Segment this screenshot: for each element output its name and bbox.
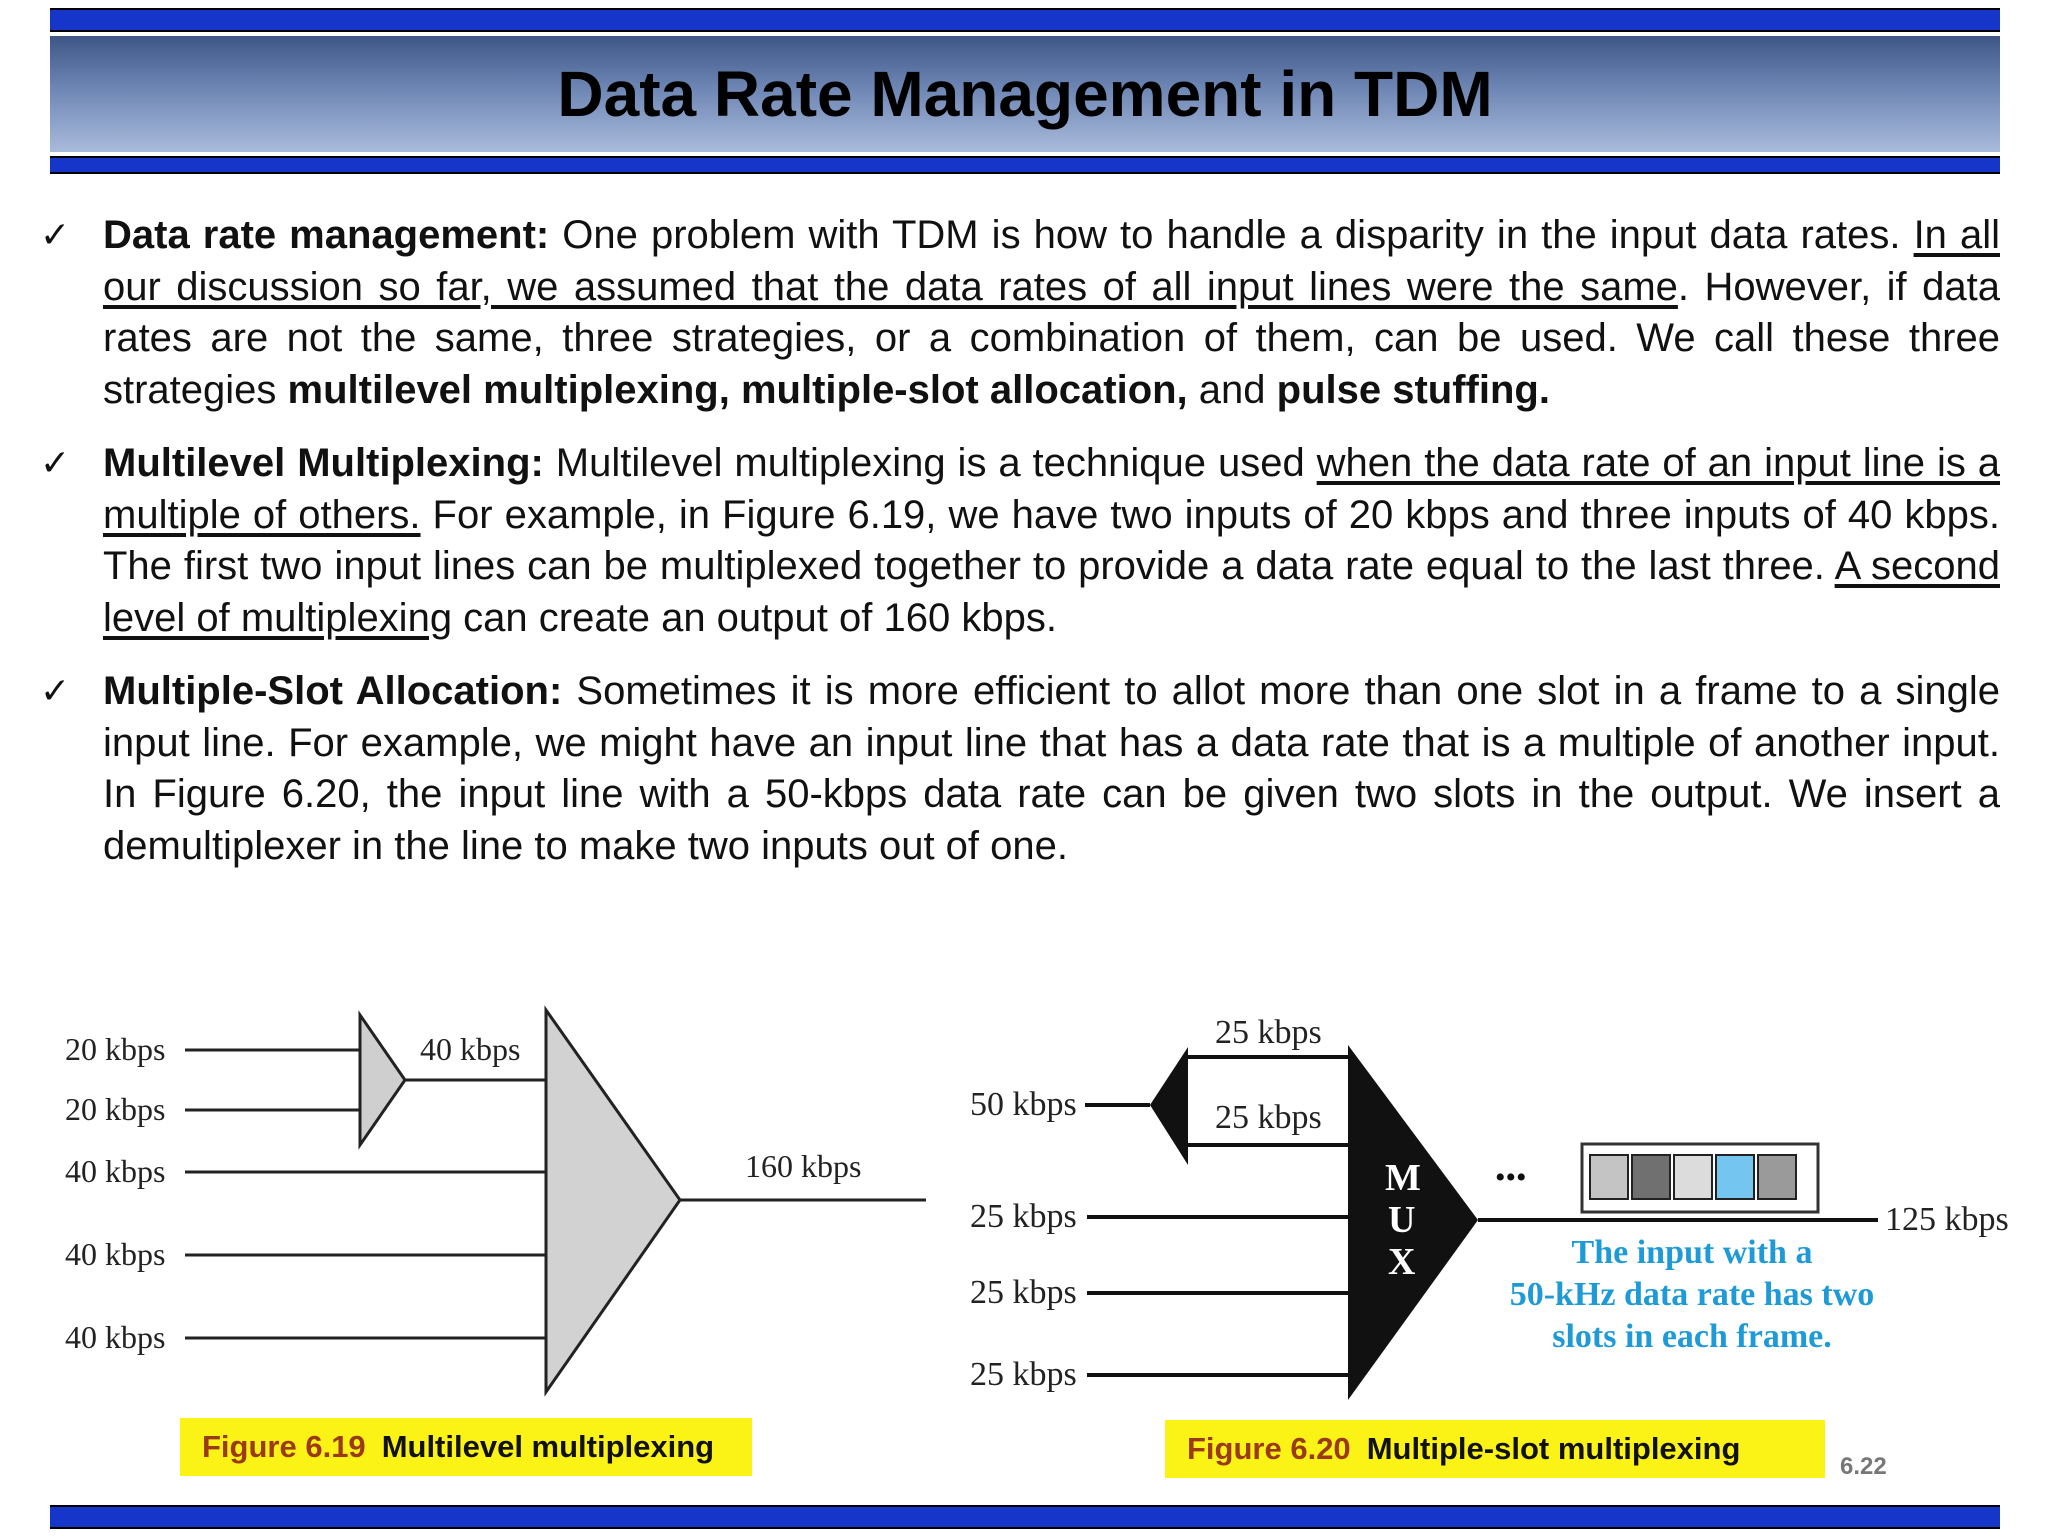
demux-output-label: 25 kbps	[1215, 1014, 1322, 1051]
frame-slot	[1590, 1155, 1628, 1199]
header-top-bar	[50, 8, 2000, 32]
bullet-data-rate-management	[40, 210, 2000, 416]
bullet-multiple-slot-allocation	[40, 666, 2000, 872]
mux-letter: X	[1388, 1241, 1416, 1283]
input-label: 20 kbps	[65, 1091, 166, 1127]
figure-6-20-diagram	[960, 1005, 2020, 1415]
bold-term: multilevel multiplexing,	[287, 367, 730, 412]
bold-term: pulse stuffing.	[1276, 367, 1550, 412]
page-number: 6.22	[1840, 1453, 1887, 1480]
bullet-heading: Data rate management:	[103, 213, 550, 257]
ellipsis: •••	[1495, 1161, 1527, 1194]
figure-6-19-diagram	[50, 1000, 950, 1410]
checkmark-icon: ✓	[40, 443, 71, 484]
bullet-text: Sometimes it is more efficient to allot more than one slot in a frame to a single input line. For example, we might have an input line that has a data rate that is a multiple of another input. In Figure 6.20, the input line with a 50-kbps data rate can be given two slots in the output. We insert a demultiplexer in the line to make two inputs out of one.	[103, 669, 2000, 868]
input-label: 25 kbps	[970, 1198, 1077, 1235]
output-label: 125 kbps	[1885, 1201, 2009, 1238]
caption-text: Multilevel multiplexing	[381, 1429, 715, 1464]
frame-slot	[1674, 1155, 1712, 1199]
bullet-text: and	[1187, 367, 1277, 412]
bullet-text: For example, in Figure 6.19, we have two inputs of 20 kbps and three inputs of 40 kbps. The first two input lines can be multiplexed together to provide a data rate equal to the last three.	[103, 492, 2001, 588]
mux-letter: M	[1385, 1157, 1421, 1199]
input-label: 40 kbps	[65, 1319, 166, 1355]
second-level-mux	[546, 1010, 680, 1392]
checkmark-icon: ✓	[40, 671, 71, 712]
checkmark-icon: ✓	[40, 215, 71, 256]
frame-slot	[1632, 1155, 1670, 1199]
figure-6-19-caption	[180, 1418, 752, 1476]
underlined-text: when the data rate of an input line is a multiple of others.	[103, 441, 2001, 537]
demux-output-label: 25 kbps	[1215, 1099, 1322, 1136]
underlined-text: A second level of multiplexing	[103, 544, 2000, 640]
demux-input-label: 50 kbps	[970, 1086, 1077, 1123]
bullet-list	[40, 210, 2000, 894]
bullet-heading: Multiple-Slot Allocation:	[103, 669, 563, 713]
frame-slot	[1716, 1155, 1754, 1199]
note-line: slots in each frame.	[1552, 1318, 1832, 1355]
first-level-mux	[360, 1015, 405, 1145]
caption-text: Multiple-slot multiplexing	[1366, 1431, 1741, 1466]
note-line: The input with a	[1571, 1234, 1813, 1271]
bullet-text	[730, 368, 741, 412]
footer-bar	[50, 1505, 2000, 1529]
caption-number: Figure 6.19	[202, 1429, 366, 1464]
bullet-text: Multilevel multiplexing is a technique used	[543, 441, 1317, 485]
bullet-text: . However, if data rates are not the same, three strategies, or a combination of them, can be used. We call these three strategies	[103, 264, 2000, 412]
caption-number: Figure 6.20	[1187, 1431, 1351, 1466]
bullet-text: One problem with TDM is how to handle a disparity in the input data rates.	[549, 213, 1914, 257]
input-label: 25 kbps	[970, 1274, 1077, 1311]
bullet-text: can create an output of 160 kbps.	[452, 595, 1057, 640]
bold-term: multiple-slot allocation,	[740, 367, 1188, 412]
frame-slot	[1758, 1155, 1796, 1199]
input-label: 25 kbps	[970, 1356, 1077, 1393]
input-label: 20 kbps	[65, 1031, 166, 1067]
header-bottom-bar	[50, 156, 2000, 174]
input-label: 40 kbps	[65, 1153, 166, 1189]
demultiplexer	[1150, 1047, 1188, 1165]
mux-letter: U	[1388, 1199, 1416, 1241]
slide-header	[50, 8, 2000, 170]
bullet-heading: Multilevel Multiplexing:	[103, 441, 544, 485]
slide-footer	[50, 1505, 2000, 1531]
figure-6-20-caption	[1165, 1420, 1825, 1478]
output-label: 160 kbps	[745, 1148, 862, 1184]
slide-title: Data Rate Management in TDM	[50, 36, 2000, 152]
note-line: 50-kHz data rate has two	[1509, 1276, 1875, 1313]
underlined-text: In all our discussion so far, we assumed that the data rates of all input lines were the same	[103, 213, 2000, 309]
bullet-multilevel-multiplexing	[40, 438, 2000, 644]
mid-label: 40 kbps	[420, 1031, 521, 1067]
input-label: 40 kbps	[65, 1236, 166, 1272]
